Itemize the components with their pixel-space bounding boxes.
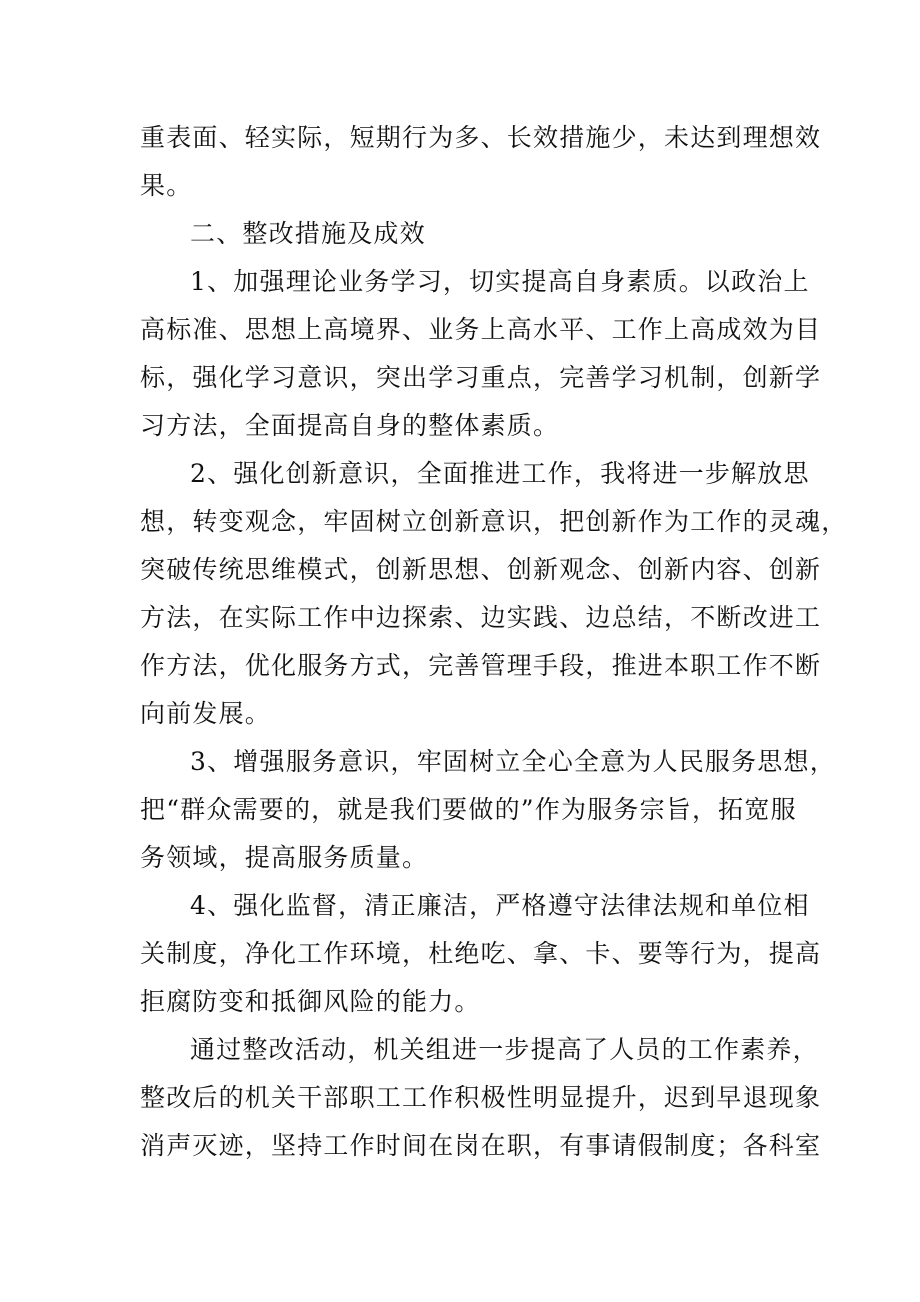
- text-line: 3、增强服务意识，牢固树立全心全意为人民服务思想，: [190, 747, 836, 776]
- text-line: 2、强化创新意识，全面推进工作，我将进一步解放思: [190, 459, 810, 488]
- text-line: 通过整改活动，机关组进一步提高了人员的工作素养，: [190, 1035, 819, 1064]
- text-line: 突破传统思维模式，创新思想、创新观念、创新内容、创新: [140, 555, 822, 584]
- text-line: 消声灭迹，坚持工作时间在岗在职，有事请假制度；各科室: [140, 1131, 822, 1160]
- document-body: [140, 114, 848, 1170]
- text-line: 重表面、轻实际，短期行为多、长效措施少，未达到理想效: [140, 123, 822, 152]
- text-line: 想，转变观念，牢固树立创新意识，把创新作为工作的灵魂，: [140, 507, 848, 536]
- section-heading: 二、整改措施及成效: [190, 219, 426, 248]
- text-line: 拒腐防变和抵御风险的能力。: [140, 987, 481, 1016]
- text-line: 果。: [140, 171, 193, 200]
- text-line: 方法，在实际工作中边探索、边实践、边总结，不断改进工: [140, 603, 822, 632]
- text-line: 把“群众需要的，就是我们要做的”作为服务宗旨，拓宽服: [140, 795, 797, 824]
- text-line: 1、加强理论业务学习，切实提高自身素质。以政治上: [190, 267, 810, 296]
- text-line: 关制度，净化工作环境，杜绝吃、拿、卡、要等行为，提高: [140, 939, 822, 968]
- text-line: 高标准、思想上高境界、业务上高水平、工作上高成效为目: [140, 315, 822, 344]
- text-line: 标，强化学习意识，突出学习重点，完善学习机制，创新学: [140, 363, 822, 392]
- text-line: 整改后的机关干部职工工作积极性明显提升，迟到早退现象: [140, 1083, 822, 1112]
- text-line: 4、强化监督，清正廉洁，严格遵守法律法规和单位相: [190, 891, 810, 920]
- text-line: 作方法，优化服务方式，完善管理手段，推进本职工作不断: [140, 651, 822, 680]
- text-line: 习方法，全面提高自身的整体素质。: [140, 411, 560, 440]
- text-line: 务领域，提高服务质量。: [140, 843, 429, 872]
- text-line: 向前发展。: [140, 699, 272, 728]
